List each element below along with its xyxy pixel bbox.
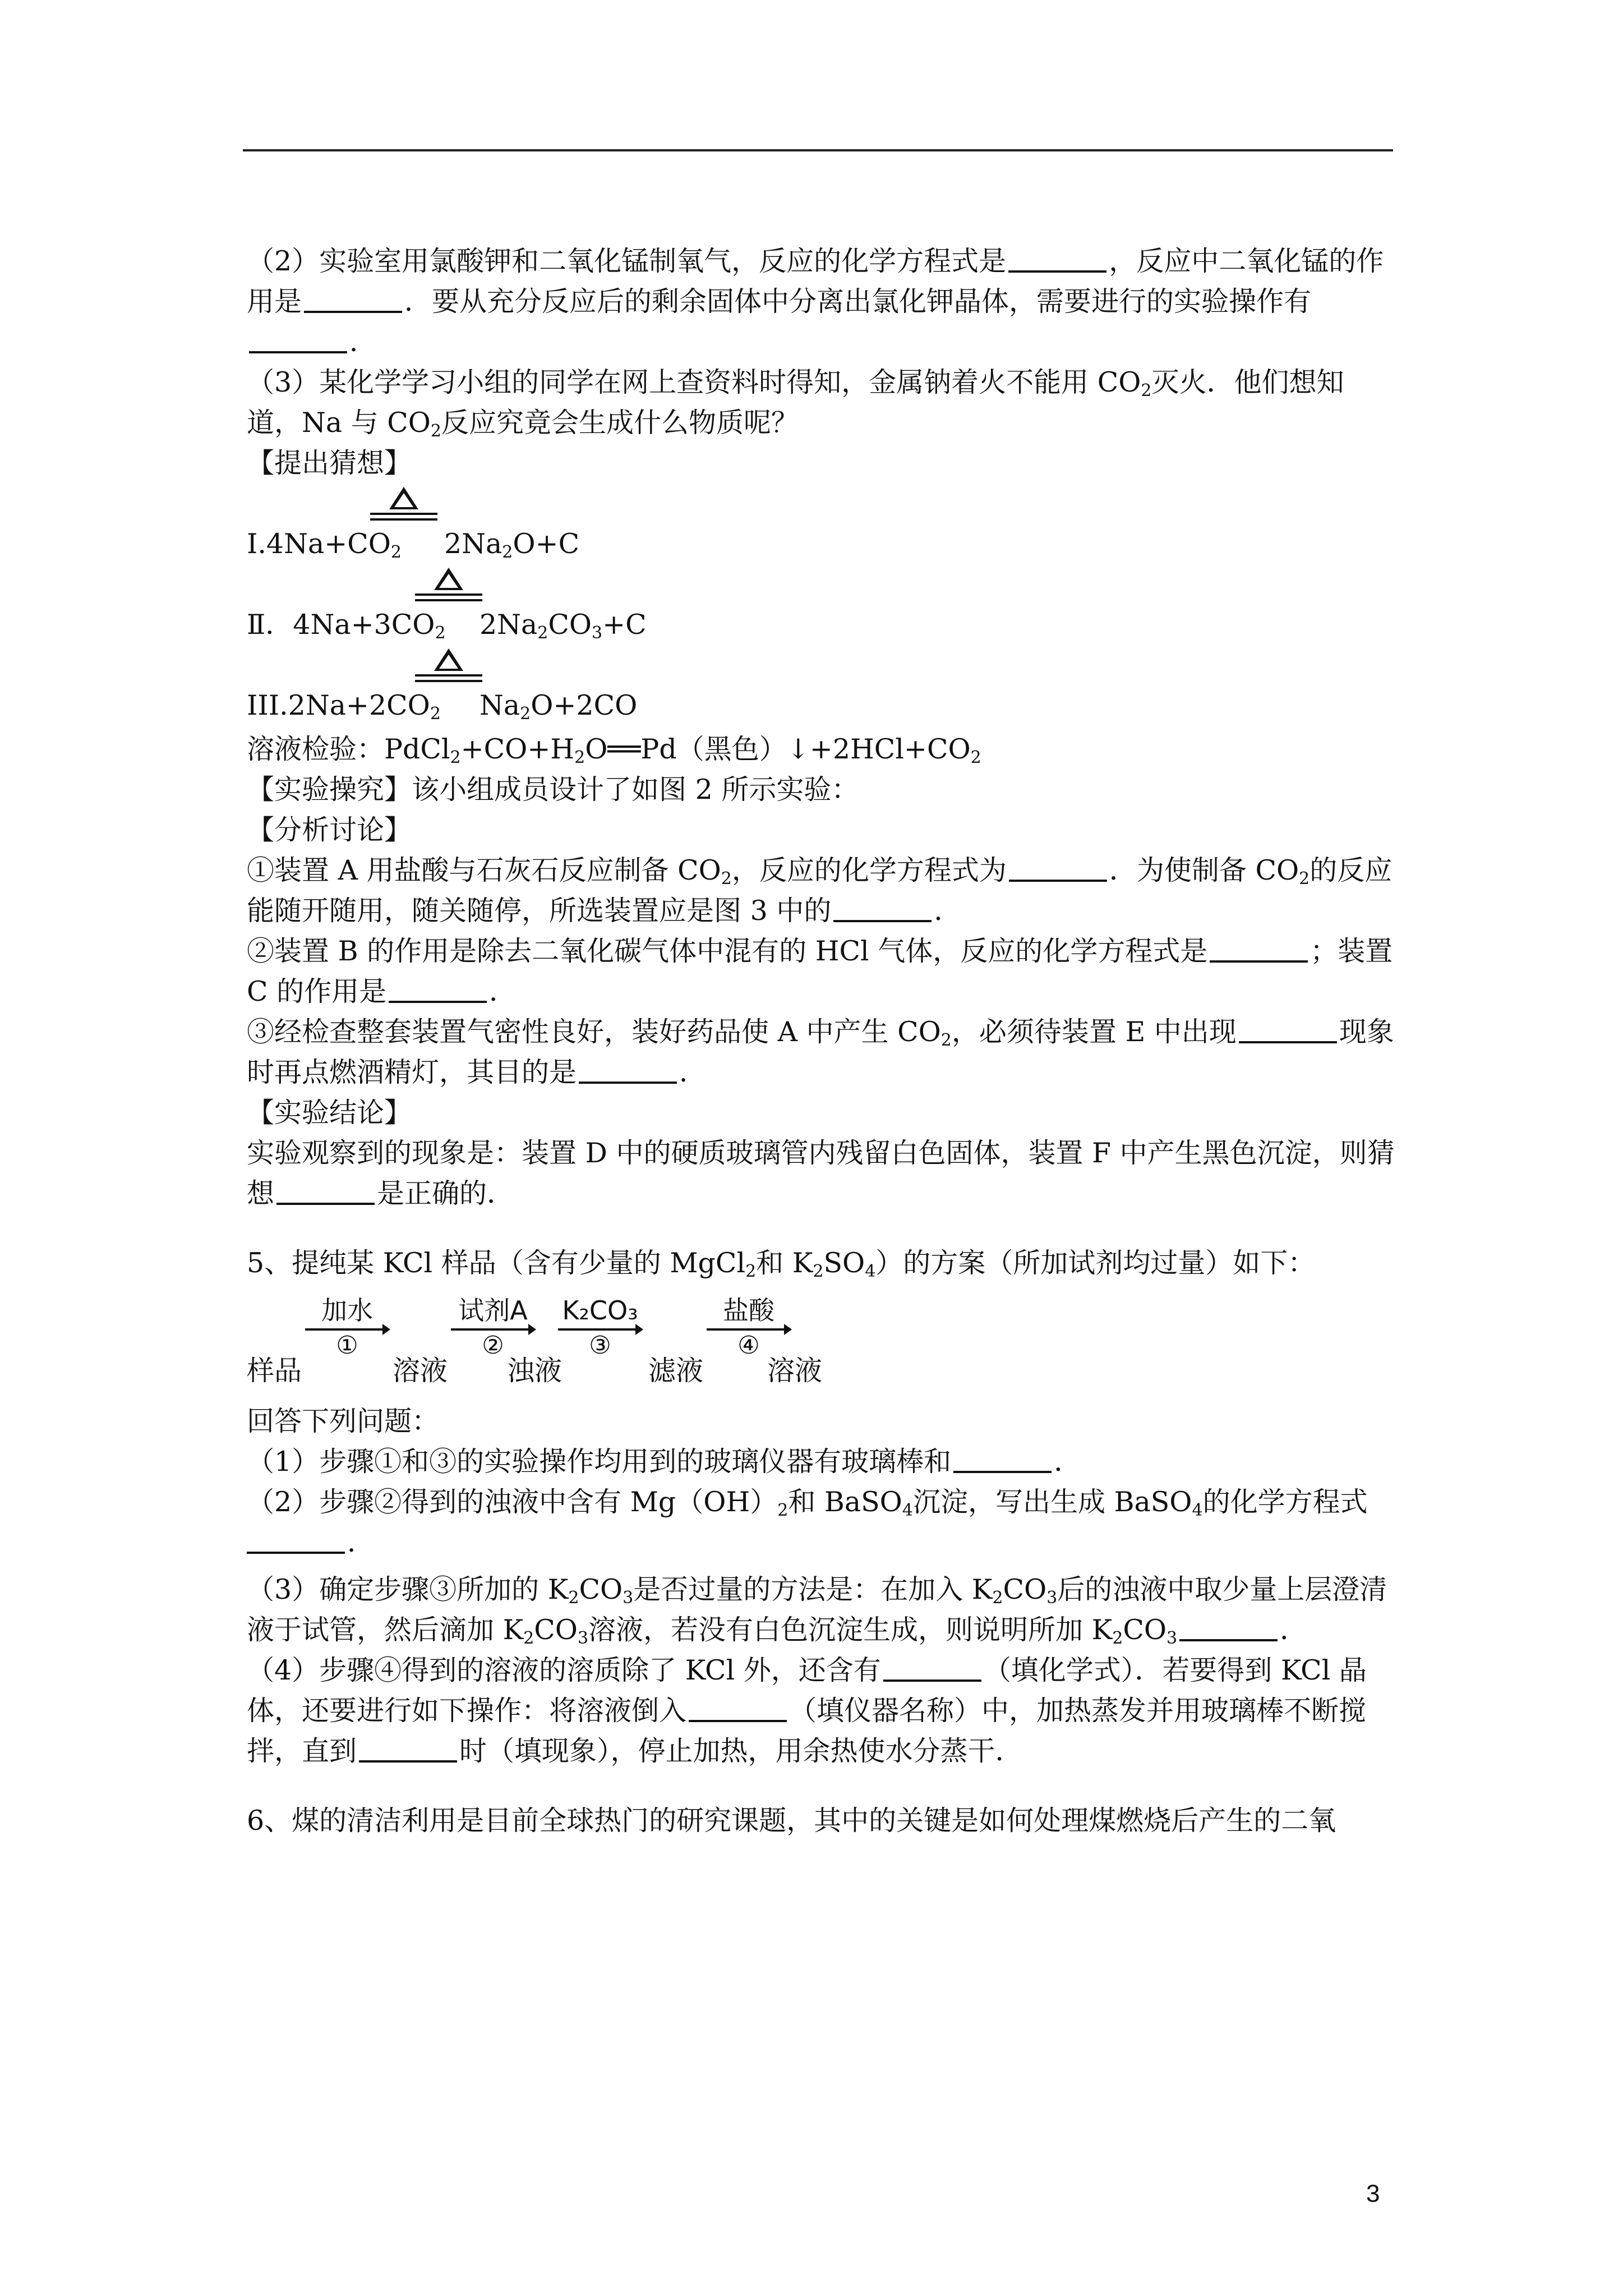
detection-equation: 溶液检验：$PdCl_2+CO+H_2O══Pd$（黑色）$↓+2HCl+CO_2$	[247, 733, 981, 767]
arrow-icon	[451, 1328, 535, 1331]
flow-node-filtrate: 滤液	[648, 1355, 704, 1387]
answer-blank[interactable]	[1210, 935, 1308, 963]
discussion-1: ①装置 A 用盐酸与石灰石反应制备 $CO_2$，反应的化学方程式为 ．为使制备 $CO_2$的反应能随开随用，随关随停，所选装置应是图 3 中的 ．	[247, 854, 1393, 927]
answer-intro: 回答下列问题：	[247, 1405, 440, 1437]
answer-blank[interactable]	[1179, 1613, 1278, 1641]
answer-blank[interactable]	[833, 894, 932, 922]
q5-step1: （1）步骤①和③的实验操作均用到的玻璃仪器有玻璃棒和 ．	[247, 1446, 1082, 1478]
page-number: 3	[1366, 2180, 1380, 2207]
answer-blank[interactable]	[689, 1694, 787, 1722]
q5-step2: （2）步骤②得到的浊液中含有 $Mg(OH)_2$和 BaSO$_4$沉淀，写出生成 BaSO$_4$的化学方程式 ．	[247, 1486, 1368, 1558]
equation-1: $Ⅰ.4Na+CO_2$ $2Na_2O+C$	[247, 484, 1396, 568]
guess-heading: 【提出猜想】	[247, 447, 412, 479]
equation-3: $III.2Na+2CO_2$ $Na_2O+2CO$	[247, 645, 1396, 729]
purification-flow-diagram	[247, 1295, 1396, 1393]
flow-step-4: 盐酸 ④	[707, 1295, 791, 1361]
flow-node-final-solution: 溶液	[767, 1355, 823, 1387]
q5-intro: 5、提纯某 KCl 样品（含有少量的 MgCl$_2$和 $K_2SO_4$）的方案（所加试剂均过量）如下：	[247, 1247, 1316, 1281]
header-rule	[243, 149, 1393, 151]
answer-blank[interactable]	[1008, 245, 1106, 273]
heating-condition-icon	[370, 487, 437, 521]
conclusion-text: 实验观察到的现象是：装置 D 中的硬质玻璃管内残留白色固体，装置 F 中产生黑色沉淀，则猜想 是正确的．	[247, 1137, 1395, 1209]
arrow-icon	[707, 1328, 791, 1331]
arrow-icon	[558, 1328, 642, 1331]
answer-blank[interactable]	[247, 1526, 345, 1554]
heating-condition-icon	[415, 648, 482, 682]
discussion-2: ②装置 B 的作用是除去二氧化碳气体中混有的 HCl 气体，反应的化学方程式是 ；装置 C 的作用是 ．	[247, 935, 1393, 1007]
flow-step-2: 试剂A ②	[451, 1295, 535, 1361]
equation-2: Ⅱ．$4Na+3CO_2$ $2Na_2CO_3+C$	[247, 564, 1396, 648]
flow-step-3: K₂CO₃ ③	[558, 1295, 642, 1361]
answer-blank[interactable]	[1239, 1015, 1337, 1043]
discussion-3: ③经检查整套装置气密性良好，装好药品使 A 中产生 $CO_2$，必须待装置 E 中出现 现象时再点燃酒精灯，其目的是 ．	[247, 1016, 1394, 1088]
answer-blank[interactable]	[953, 1445, 1052, 1473]
flow-node-solution: 溶液	[393, 1355, 448, 1387]
answer-blank[interactable]	[883, 1654, 981, 1682]
conclusion-heading: 【实验结论】	[247, 1097, 412, 1129]
answer-blank[interactable]	[579, 1056, 677, 1084]
q4-part2: （2）实验室用氯酸钾和二氧化锰制氧气，反应的化学方程式是 ，反应中二氧化锰的作用是 ．要从充分反应后的剩余固体中分离出氯化钾晶体，需要进行的实验操作有．	[247, 245, 1384, 358]
flow-node-turbid: 浊液	[507, 1355, 562, 1387]
q5-step4: （4）步骤④得到的溶液的溶质除了 KCl 外，还含有 （填化学式）．若要得到 KCl 晶体，还要进行如下操作：将溶液倒入 （填仪器名称）中，加热蒸发并用玻璃棒不断搅拌，直到 时（填现象），停止加热，用余热使水分蒸干．	[247, 1654, 1367, 1767]
arrow-icon	[305, 1328, 389, 1331]
answer-blank[interactable]	[1009, 854, 1107, 882]
flow-step-1: 加水 ①	[305, 1295, 389, 1361]
q4-part3: （3）某化学学习小组的同学在网上查资料时得知，金属钠着火不能用 $CO_2$灭火．他们想知道，Na 与 $CO_2$反应究竟会生成什么物质呢？	[247, 366, 1344, 441]
answer-blank[interactable]	[359, 1734, 457, 1763]
heating-condition-icon	[415, 568, 482, 601]
explore-heading: 【实验操究】该小组成员设计了如图 2 所示实验：	[247, 774, 859, 806]
discuss-heading: 【分析讨论】	[247, 814, 412, 846]
answer-blank[interactable]	[249, 325, 347, 353]
page-content	[247, 241, 1396, 1841]
q6-text: 6、煤的清洁利用是目前全球热门的研究课题，其中的关键是如何处理煤燃烧后产生的二氧	[247, 1805, 1336, 1837]
q5-step3: （3）确定步骤③所加的 $K_2CO_3$是否过量的方法是：在加入 $K_2CO_3$后的浊液中取少量上层澄清液于试管，然后滴加 $K_2CO_3$溶液，若没有白色沉淀生成，则说明所加 $K_2CO_3$ ．	[247, 1573, 1387, 1648]
answer-blank[interactable]	[276, 1177, 375, 1205]
answer-blank[interactable]	[389, 975, 487, 1003]
answer-blank[interactable]	[304, 285, 402, 313]
flow-node-sample: 样品	[247, 1355, 302, 1387]
